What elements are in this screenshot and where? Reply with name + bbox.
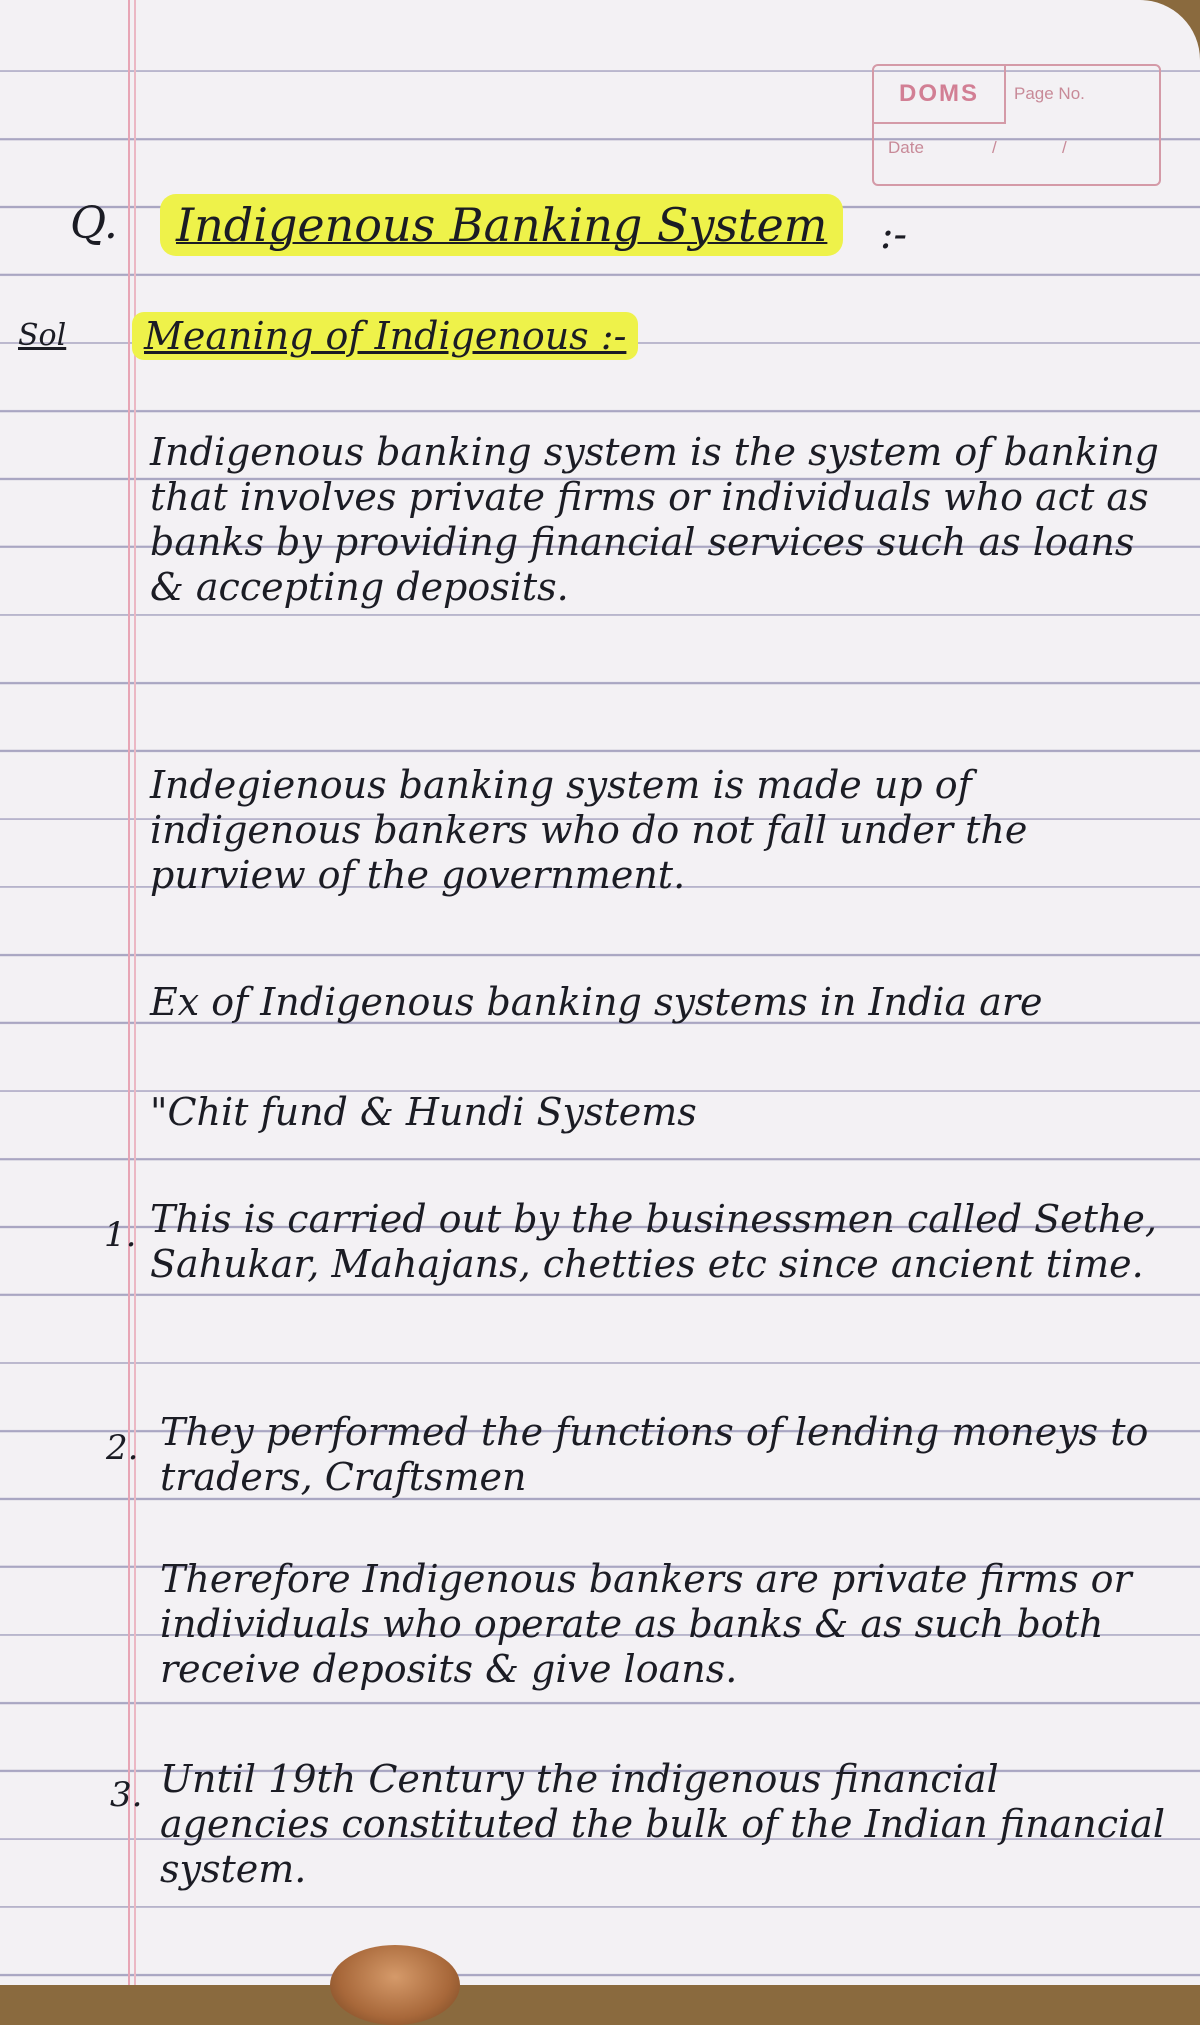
margin-line: [128, 0, 130, 1985]
date-separator: /: [992, 138, 997, 157]
date-row: [874, 124, 1159, 184]
title-suffix: :-: [880, 212, 907, 258]
margin-line-secondary: [134, 0, 136, 1985]
title-highlight: [160, 194, 843, 256]
list-item: They performed the functions of lending moneys to traders, Craftsmen: [160, 1410, 1149, 1499]
date-separator: /: [1062, 138, 1067, 157]
subheading-highlight: [132, 312, 638, 360]
list-item: This is carried out by the businessmen called Sethe, Sahukar, Mahajans, chetties etc since ancient time.: [150, 1197, 1157, 1286]
paragraph-definition: Indigenous banking system is the system of banking that involves private firms or individuals who act as banks by providing financial services such as loans & accepting deposits.: [150, 430, 1159, 609]
list-item-number: 2.: [106, 1428, 139, 1468]
subheading: Meaning of Indigenous :-: [144, 314, 627, 358]
photographer-thumb: [330, 1945, 460, 2025]
paragraph-examples: Ex of Indigenous banking systems in India are: [150, 980, 1043, 1024]
page-header-stamp: [872, 64, 1161, 186]
date-label: Date: [888, 138, 924, 157]
brand-logo: DOMS: [874, 66, 1006, 124]
list-item: Until 19th Century the indigenous financial agencies constituted the bulk of the Indian financial system.: [160, 1757, 1165, 1891]
list-item-number: 3.: [110, 1775, 143, 1815]
paragraph-example-list: "Chit fund & Hundi Systems: [150, 1090, 697, 1134]
paragraph-composition: Indegienous banking system is made up of indigenous bankers who do not fall under the purview of the government.: [150, 763, 1028, 897]
paragraph-conclusion: Therefore Indigenous bankers are private firms or individuals who operate as banks & as such both receive deposits & give loans.: [160, 1557, 1132, 1691]
page-no-label: Page No.: [1014, 84, 1085, 103]
solution-label: Sol: [18, 318, 67, 353]
question-marker: Q.: [70, 198, 118, 249]
page-title: Indigenous Banking System: [176, 198, 828, 252]
list-item-number: 1.: [104, 1215, 137, 1255]
